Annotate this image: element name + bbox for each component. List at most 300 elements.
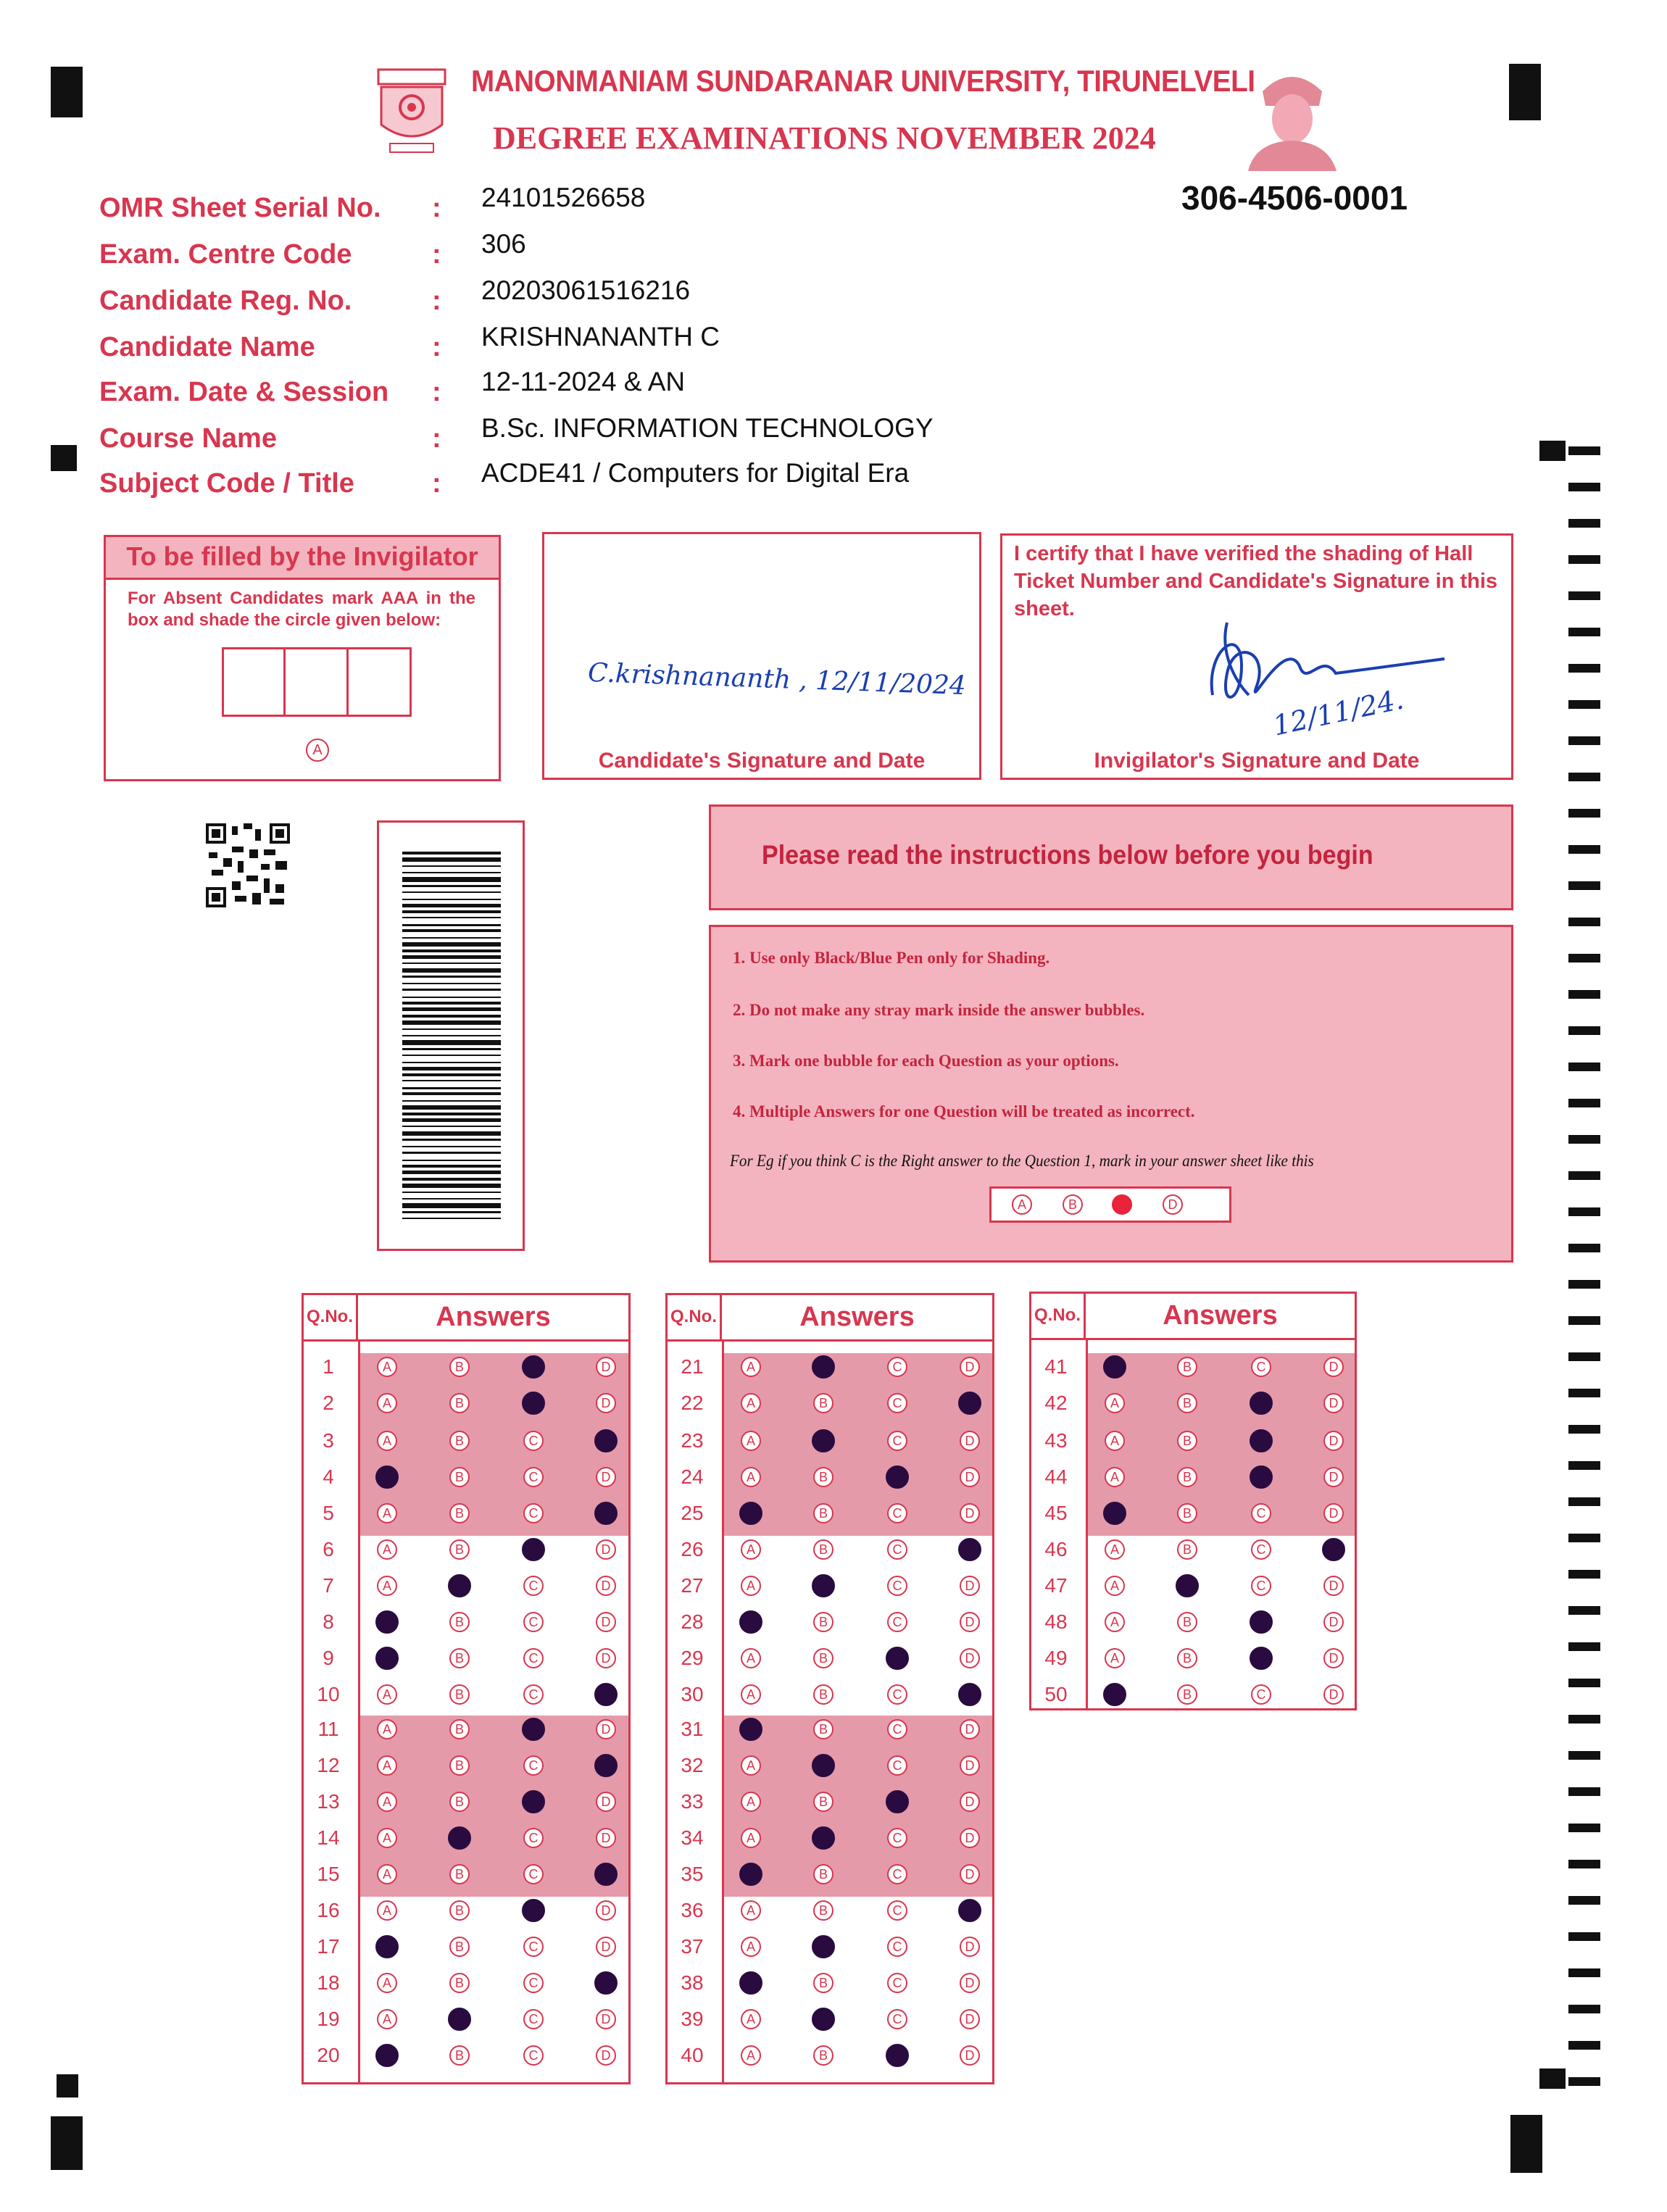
barcode-bar [402, 1118, 501, 1122]
answer-bubble-q31-c[interactable]: C [887, 1719, 907, 1739]
answer-bubble-q14-c[interactable]: C [523, 1828, 544, 1848]
answer-bubble-q45-b[interactable]: B [1177, 1503, 1197, 1523]
answer-bubble-q35-d[interactable]: D [960, 1864, 980, 1884]
answer-bubble-q7-c[interactable]: C [523, 1576, 544, 1596]
answer-bubble-q9-a[interactable] [375, 1647, 399, 1670]
answer-bubble-q17-c[interactable]: C [523, 1937, 544, 1957]
answer-bubble-q1-a[interactable]: A [377, 1357, 397, 1377]
answer-bubble-q43-d[interactable]: D [1323, 1431, 1344, 1451]
question-number: 20 [317, 2044, 340, 2066]
barcode-bar [402, 1203, 501, 1208]
timing-mark [1568, 1171, 1600, 1180]
answer-bubble-q8-c[interactable]: C [523, 1612, 544, 1632]
question-number: 19 [317, 2008, 340, 2030]
barcode-bar [402, 1184, 501, 1188]
question-number: 29 [681, 1647, 704, 1669]
answer-bubble-q13-d[interactable]: D [596, 1792, 616, 1812]
answer-bubble-q40-b[interactable]: B [813, 2045, 834, 2066]
answer-bubble-q46-b[interactable]: B [1177, 1539, 1197, 1560]
barcode-bar [402, 1080, 501, 1081]
question-number: 37 [681, 1935, 704, 1958]
answer-bubble-q29-c[interactable] [886, 1647, 909, 1670]
answer-bubble-q35-a[interactable] [739, 1863, 762, 1886]
answer-bubble-q21-b[interactable] [812, 1355, 835, 1379]
detail-value: KRISHNANANTH C [481, 322, 720, 352]
timing-mark [1568, 1026, 1600, 1035]
answer-bubble-q36-c[interactable]: C [887, 1900, 907, 1921]
example-bubble-d: D [1163, 1194, 1183, 1215]
answer-bubble-q36-d[interactable] [958, 1899, 981, 1922]
example-bubble-c [1112, 1194, 1132, 1215]
qno-header: Q.No. [1031, 1294, 1086, 1340]
answer-bubble-q17-d[interactable]: D [596, 1937, 616, 1957]
answer-bubble-q13-b[interactable]: B [449, 1792, 470, 1812]
answer-bubble-q3-c[interactable]: C [523, 1431, 544, 1451]
answer-bubble-q27-a[interactable]: A [741, 1576, 761, 1596]
answer-bubble-q21-c[interactable]: C [887, 1357, 907, 1377]
detail-label: OMR Sheet Serial No. [99, 193, 381, 223]
answer-bubble-q44-b[interactable]: B [1177, 1467, 1197, 1487]
answer-bubble-q30-b[interactable]: B [813, 1684, 834, 1705]
answer-bubble-q43-b[interactable]: B [1177, 1431, 1197, 1451]
answer-bubble-q48-b[interactable]: B [1177, 1612, 1197, 1632]
detail-value: B.Sc. INFORMATION TECHNOLOGY [481, 413, 934, 443]
answer-bubble-q11-c[interactable] [522, 1718, 545, 1741]
question-number: 36 [681, 1899, 704, 1921]
timing-mark [1568, 1715, 1600, 1724]
answer-bubble-q33-c[interactable] [886, 1790, 909, 1813]
question-number: 11 [317, 1718, 339, 1740]
answer-bubble-q16-c[interactable] [522, 1899, 545, 1922]
timing-mark [1568, 1135, 1600, 1144]
timing-mark [1568, 1425, 1600, 1434]
answer-bubble-q24-a[interactable]: A [741, 1467, 761, 1487]
answer-bubble-q25-d[interactable]: D [960, 1503, 980, 1523]
answer-bubble-q44-d[interactable]: D [1323, 1467, 1344, 1487]
barcode-bar [402, 1113, 501, 1115]
barcode-bar [402, 1105, 501, 1110]
answer-bubble-q46-d[interactable] [1322, 1538, 1345, 1561]
timing-mark [1568, 1244, 1600, 1252]
answer-bubble-q34-c[interactable]: C [887, 1828, 907, 1848]
timing-mark [1568, 1389, 1600, 1397]
answer-bubble-q28-b[interactable]: B [813, 1612, 834, 1632]
answer-bubble-q29-b[interactable]: B [813, 1648, 834, 1668]
answer-bubble-q18-b[interactable]: B [449, 1973, 470, 1993]
answer-bubble-q5-b[interactable]: B [449, 1503, 470, 1523]
barcode-bar [402, 1040, 501, 1045]
answer-bubble-q42-a[interactable]: A [1105, 1393, 1125, 1413]
answer-bubble-q19-b[interactable] [448, 2008, 471, 2031]
question-number: 44 [1044, 1465, 1068, 1488]
instruction-item-4: 4. Multiple Answers for one Question will be treated as incorrect. [733, 1102, 1195, 1120]
answer-bubble-q37-d[interactable]: D [960, 1937, 980, 1957]
answer-bubble-q2-a[interactable]: A [377, 1393, 397, 1413]
answer-bubble-q26-a[interactable]: A [741, 1539, 761, 1560]
answer-bubble-q38-a[interactable] [739, 1971, 762, 1995]
answer-bubble-q28-a[interactable] [739, 1610, 762, 1634]
absent-bubble[interactable]: A [306, 739, 329, 762]
timing-mark [1568, 1316, 1600, 1325]
answer-bubble-q37-a[interactable]: A [741, 1937, 761, 1957]
answer-bubble-q37-b[interactable] [812, 1935, 835, 1958]
answer-bubble-q25-a[interactable] [739, 1502, 762, 1525]
barcode-bar [402, 924, 501, 926]
answer-bubble-q49-b[interactable]: B [1177, 1648, 1197, 1668]
answer-bubble-q5-c[interactable]: C [523, 1503, 544, 1523]
answer-bubble-q47-a[interactable]: A [1105, 1576, 1125, 1596]
answer-bubble-q24-d[interactable]: D [960, 1467, 980, 1487]
answer-bubble-q7-b[interactable] [448, 1574, 471, 1597]
answer-bubble-q32-c[interactable]: C [887, 1755, 907, 1776]
answer-bubble-q1-d[interactable]: D [596, 1357, 616, 1377]
absent-instructions: For Absent Candidates mark AAA in the box and shade the circle given below: [128, 589, 475, 630]
answer-bubble-q47-c[interactable]: C [1251, 1576, 1271, 1596]
answer-bubble-q1-b[interactable]: B [449, 1357, 470, 1377]
barcode-bar [402, 877, 501, 882]
answer-bubble-q11-a[interactable]: A [377, 1719, 397, 1739]
barcode-bar [402, 1131, 501, 1136]
question-number: 14 [317, 1826, 340, 1849]
answer-bubble-q10-b[interactable]: B [449, 1684, 470, 1705]
answer-bubble-q24-b[interactable]: B [813, 1467, 834, 1487]
answer-bubble-q48-d[interactable]: D [1323, 1612, 1344, 1632]
timing-mark [1568, 2005, 1600, 2013]
question-number: 21 [681, 1355, 704, 1378]
question-number: 2 [323, 1392, 334, 1414]
answer-bubble-q41-d[interactable]: D [1323, 1357, 1344, 1377]
answer-bubble-q4-d[interactable]: D [596, 1467, 616, 1487]
answer-bubble-q22-b[interactable]: B [813, 1393, 834, 1413]
answer-bubble-q50-b[interactable]: B [1177, 1684, 1197, 1705]
answer-bubble-q34-b[interactable] [812, 1826, 835, 1850]
answer-bubble-q6-c[interactable] [522, 1538, 545, 1561]
answer-bubble-q21-d[interactable]: D [960, 1357, 980, 1377]
answer-bubble-q13-c[interactable] [522, 1790, 545, 1813]
qno-header: Q.No. [304, 1295, 358, 1342]
answer-bubble-q45-d[interactable]: D [1323, 1503, 1344, 1523]
answer-bubble-q38-b[interactable]: B [813, 1973, 834, 1993]
question-number: 15 [317, 1863, 340, 1885]
barcode-bar [402, 983, 501, 984]
answer-bubble-q26-d[interactable] [958, 1538, 981, 1561]
answer-bubble-q47-d[interactable]: D [1323, 1576, 1344, 1596]
answer-bubble-q22-a[interactable]: A [741, 1393, 761, 1413]
answer-bubble-q21-a[interactable]: A [741, 1357, 761, 1377]
answer-bubble-q22-d[interactable] [958, 1392, 981, 1415]
answer-bubble-q10-a[interactable]: A [377, 1684, 397, 1705]
question-number: 47 [1044, 1574, 1068, 1597]
answer-bubble-q48-c[interactable] [1250, 1610, 1273, 1634]
absent-box-1[interactable] [222, 647, 286, 717]
answer-bubble-q44-c[interactable] [1250, 1465, 1273, 1489]
answer-bubble-q50-d[interactable]: D [1323, 1684, 1344, 1705]
answer-bubble-q34-a[interactable]: A [741, 1828, 761, 1848]
timing-mark [1568, 881, 1600, 890]
answer-bubble-q3-d[interactable] [594, 1429, 618, 1452]
answer-bubble-q33-d[interactable]: D [960, 1792, 980, 1812]
answer-bubble-q16-a[interactable]: A [377, 1900, 397, 1921]
timing-mark [1568, 1751, 1600, 1760]
answer-bubble-q32-d[interactable]: D [960, 1755, 980, 1776]
question-number: 48 [1044, 1610, 1068, 1633]
barcode-bar [402, 1007, 501, 1011]
answer-bubble-q7-d[interactable]: D [596, 1576, 616, 1596]
answer-bubble-q49-d[interactable]: D [1323, 1648, 1344, 1668]
answer-bubble-q15-c[interactable]: C [523, 1864, 544, 1884]
answer-bubble-q39-d[interactable]: D [960, 2009, 980, 2029]
answer-bubble-q37-c[interactable]: C [887, 1937, 907, 1957]
answer-bubble-q32-a[interactable]: A [741, 1755, 761, 1776]
barcode-bar [402, 937, 501, 939]
answer-bubble-q17-a[interactable] [375, 1935, 399, 1958]
answer-bubble-q47-b[interactable] [1176, 1574, 1199, 1597]
answer-bubble-q16-b[interactable]: B [449, 1900, 470, 1921]
answer-bubble-q27-c[interactable]: C [887, 1576, 907, 1596]
answer-bubble-q9-b[interactable]: B [449, 1648, 470, 1668]
answer-bubble-q25-c[interactable]: C [887, 1503, 907, 1523]
instructions-heading-box [709, 804, 1513, 910]
instruction-item-2: 2. Do not make any stray mark inside the answer bubbles. [733, 1001, 1145, 1019]
answer-bubble-q22-c[interactable]: C [887, 1393, 907, 1413]
barcode-bar [402, 968, 501, 973]
answer-bubble-q23-c[interactable]: C [887, 1431, 907, 1451]
detail-label: Exam. Centre Code [99, 239, 352, 270]
answer-bubble-q1-c[interactable] [522, 1355, 545, 1379]
answer-bubble-q43-c[interactable] [1250, 1429, 1273, 1452]
answer-bubble-q45-c[interactable]: C [1251, 1503, 1271, 1523]
answer-bubble-q46-a[interactable]: A [1105, 1539, 1125, 1560]
answer-band [360, 1353, 628, 1536]
answer-bubble-q3-a[interactable]: A [377, 1431, 397, 1451]
answer-bubble-q25-b[interactable]: B [813, 1503, 834, 1523]
answer-bubble-q23-b[interactable] [812, 1429, 835, 1452]
timing-mark [1568, 1679, 1600, 1687]
answer-bubble-q2-d[interactable]: D [596, 1393, 616, 1413]
answer-bubble-q5-d[interactable] [594, 1502, 618, 1525]
answer-bubble-q10-d[interactable] [594, 1683, 618, 1706]
answer-bubble-q45-a[interactable] [1103, 1502, 1126, 1525]
barcode-bar [402, 917, 501, 918]
detail-colon: : [432, 286, 441, 316]
answer-bubble-q44-a[interactable]: A [1105, 1467, 1125, 1487]
answer-bubble-q26-b[interactable]: B [813, 1539, 834, 1560]
timing-mark [1568, 483, 1600, 491]
answer-bubble-q48-a[interactable]: A [1105, 1612, 1125, 1632]
answer-bubble-q42-d[interactable]: D [1323, 1393, 1344, 1413]
answer-bubble-q12-d[interactable] [594, 1754, 618, 1777]
example-bubble-b: B [1063, 1194, 1083, 1215]
question-number: 42 [1044, 1392, 1068, 1414]
answer-bubble-q16-d[interactable]: D [596, 1900, 616, 1921]
answer-bubble-q2-c[interactable] [522, 1392, 545, 1415]
timing-mark [1568, 1534, 1600, 1542]
timing-mark [1568, 1497, 1600, 1506]
answer-bubble-q41-a[interactable] [1103, 1355, 1126, 1379]
answer-bubble-q33-b[interactable]: B [813, 1792, 834, 1812]
answer-bubble-q15-b[interactable]: B [449, 1864, 470, 1884]
answer-bubble-q50-c[interactable]: C [1251, 1684, 1271, 1705]
question-number: 46 [1044, 1538, 1068, 1560]
answer-bubble-q29-d[interactable]: D [960, 1648, 980, 1668]
answer-bubble-q11-d[interactable]: D [596, 1719, 616, 1739]
answer-bubble-q27-b[interactable] [812, 1574, 835, 1597]
question-number: 9 [323, 1647, 334, 1669]
answer-bubble-q18-d[interactable] [594, 1971, 618, 1995]
detail-colon: : [432, 468, 441, 499]
answer-band [1088, 1353, 1355, 1536]
answer-bubble-q33-a[interactable]: A [741, 1792, 761, 1812]
detail-value: 12-11-2024 & AN [481, 367, 686, 396]
answer-bubble-q4-b[interactable]: B [449, 1467, 470, 1487]
answer-bubble-q23-d[interactable]: D [960, 1431, 980, 1451]
answer-bubble-q3-b[interactable]: B [449, 1431, 470, 1451]
answer-bubble-q12-b[interactable]: B [449, 1755, 470, 1776]
answer-bubble-q43-a[interactable]: A [1105, 1431, 1125, 1451]
answer-bubble-q36-a[interactable]: A [741, 1900, 761, 1921]
question-number: 33 [681, 1790, 704, 1813]
answer-bubble-q14-b[interactable] [448, 1826, 471, 1850]
absent-box-3[interactable] [346, 647, 412, 717]
certify-text: I certify that I have verified the shading of Hall Ticket Number and Candidate's Signature in this sheet. [1014, 542, 1498, 620]
answer-bubble-q6-a[interactable]: A [377, 1539, 397, 1560]
detail-label: Exam. Date & Session [99, 377, 389, 407]
answer-bubble-q31-d[interactable]: D [960, 1719, 980, 1739]
registration-mark-bottom-left [51, 2116, 83, 2170]
answer-bubble-q4-c[interactable]: C [523, 1467, 544, 1487]
answer-bubble-q27-d[interactable]: D [960, 1576, 980, 1596]
answer-bubble-q38-c[interactable]: C [887, 1973, 907, 1993]
answer-bubble-q14-d[interactable]: D [596, 1828, 616, 1848]
absent-box-2[interactable] [283, 647, 349, 717]
timing-mark [1568, 2077, 1600, 2086]
answer-bubble-q15-d[interactable] [594, 1863, 618, 1886]
answer-bubble-q30-a[interactable]: A [741, 1684, 761, 1705]
answer-bubble-q32-b[interactable] [812, 1754, 835, 1777]
barcode-bar [402, 865, 501, 867]
answer-bubble-q4-a[interactable] [375, 1465, 399, 1489]
answer-bubble-q7-a[interactable]: A [377, 1576, 397, 1596]
answer-bubble-q18-c[interactable]: C [523, 1973, 544, 1993]
answer-bubble-q12-c[interactable]: C [523, 1755, 544, 1776]
answer-bubble-q40-a[interactable]: A [741, 2045, 761, 2066]
answer-bubble-q31-a[interactable] [739, 1718, 762, 1741]
detail-label: Subject Code / Title [99, 468, 354, 499]
question-number: 31 [681, 1718, 704, 1740]
barcode-bar [402, 962, 501, 964]
answer-bubble-q6-d[interactable]: D [596, 1539, 616, 1560]
answer-bubble-q14-a[interactable]: A [377, 1828, 397, 1848]
answer-bubble-q20-d[interactable]: D [596, 2045, 616, 2066]
barcode-bar [402, 852, 501, 855]
registration-mark-top-right [1509, 64, 1541, 120]
portrait-image [1241, 62, 1342, 171]
answer-bubble-q28-d[interactable]: D [960, 1612, 980, 1632]
detail-value: ACDE41 / Computers for Digital Era [481, 458, 910, 488]
answer-bubble-q26-c[interactable]: C [887, 1539, 907, 1560]
timing-mark [1568, 591, 1600, 600]
answer-bubble-q20-b[interactable]: B [449, 2045, 470, 2066]
answer-bubble-q17-b[interactable]: B [449, 1937, 470, 1957]
answer-bubble-q24-c[interactable] [886, 1465, 909, 1489]
answer-bubble-q41-c[interactable]: C [1251, 1357, 1271, 1377]
answer-bubble-q36-b[interactable]: B [813, 1900, 834, 1921]
instruction-item-3: 3. Mark one bubble for each Question as your options. [733, 1052, 1119, 1070]
answer-bubble-q40-d[interactable]: D [960, 2045, 980, 2066]
timing-mark [1568, 1280, 1600, 1289]
answer-bubble-q50-a[interactable] [1103, 1683, 1126, 1706]
timing-mark [1568, 1896, 1600, 1905]
answer-bubble-q28-c[interactable]: C [887, 1612, 907, 1632]
detail-value: 24101526658 [481, 183, 646, 212]
question-number: 30 [681, 1683, 704, 1705]
barcode-bar [402, 910, 501, 913]
answer-bubble-q35-b[interactable]: B [813, 1864, 834, 1884]
candidate-signature-caption: Candidate's Signature and Date [598, 749, 926, 773]
answer-bubble-q11-b[interactable]: B [449, 1719, 470, 1739]
instructions-box [709, 925, 1513, 1263]
answer-bubble-q49-c[interactable] [1250, 1647, 1273, 1670]
question-number: 17 [317, 1935, 340, 1958]
answer-bubble-q39-c[interactable]: C [887, 2009, 907, 2029]
answer-bubble-q18-a[interactable]: A [377, 1973, 397, 1993]
answer-bubble-q23-a[interactable]: A [741, 1431, 761, 1451]
answer-bubble-q41-b[interactable]: B [1177, 1357, 1197, 1377]
barcode-box [377, 820, 525, 1251]
answer-bubble-q20-a[interactable] [375, 2044, 399, 2067]
answer-bubble-q9-c[interactable]: C [523, 1648, 544, 1668]
answer-bubble-q5-a[interactable]: A [377, 1503, 397, 1523]
answer-bubble-q15-a[interactable]: A [377, 1864, 397, 1884]
answer-bubble-q2-b[interactable]: B [449, 1393, 470, 1413]
question-number: 23 [681, 1429, 704, 1452]
answer-bubble-q8-a[interactable] [375, 1610, 399, 1634]
answer-bubble-q19-a[interactable]: A [377, 2009, 397, 2029]
answer-bubble-q46-c[interactable]: C [1251, 1539, 1271, 1560]
invigilator-box-title: To be filled by the Invigilator [126, 541, 478, 571]
timing-mark [1568, 700, 1600, 709]
answer-bubble-q8-d[interactable]: D [596, 1612, 616, 1632]
answer-bubble-q13-a[interactable]: A [377, 1792, 397, 1812]
barcode-bar [402, 872, 501, 873]
answer-bubble-q39-b[interactable] [812, 2008, 835, 2031]
answer-bubble-q39-a[interactable]: A [741, 2009, 761, 2029]
answer-bubble-q38-d[interactable]: D [960, 1973, 980, 1993]
answer-bubble-q10-c[interactable]: C [523, 1684, 544, 1705]
answer-bubble-q20-c[interactable]: C [523, 2045, 544, 2066]
answer-bubble-q9-d[interactable]: D [596, 1648, 616, 1668]
answer-bubble-q30-c[interactable]: C [887, 1684, 907, 1705]
registration-mark-bottom-right [1510, 2115, 1542, 2173]
barcode-bar [402, 857, 501, 862]
answer-bubble-q35-c[interactable]: C [887, 1864, 907, 1884]
answer-bubble-q49-a[interactable]: A [1105, 1648, 1125, 1668]
answer-bubble-q40-c[interactable] [886, 2044, 909, 2067]
answer-bubble-q6-b[interactable]: B [449, 1539, 470, 1560]
answer-bubble-q19-d[interactable]: D [596, 2009, 616, 2029]
timing-mark [1568, 773, 1600, 781]
answer-bubble-q12-a[interactable]: A [377, 1755, 397, 1776]
answer-bubble-q19-c[interactable]: C [523, 2009, 544, 2029]
answer-bubble-q34-d[interactable]: D [960, 1828, 980, 1848]
answer-bubble-q8-b[interactable]: B [449, 1612, 470, 1632]
answer-bubble-q29-a[interactable]: A [741, 1648, 761, 1668]
answer-bubble-q42-b[interactable]: B [1177, 1393, 1197, 1413]
answer-bubble-q42-c[interactable] [1250, 1392, 1273, 1415]
answer-bubble-q31-b[interactable]: B [813, 1719, 834, 1739]
question-number: 3 [323, 1429, 334, 1452]
answer-bubble-q30-d[interactable] [958, 1683, 981, 1706]
